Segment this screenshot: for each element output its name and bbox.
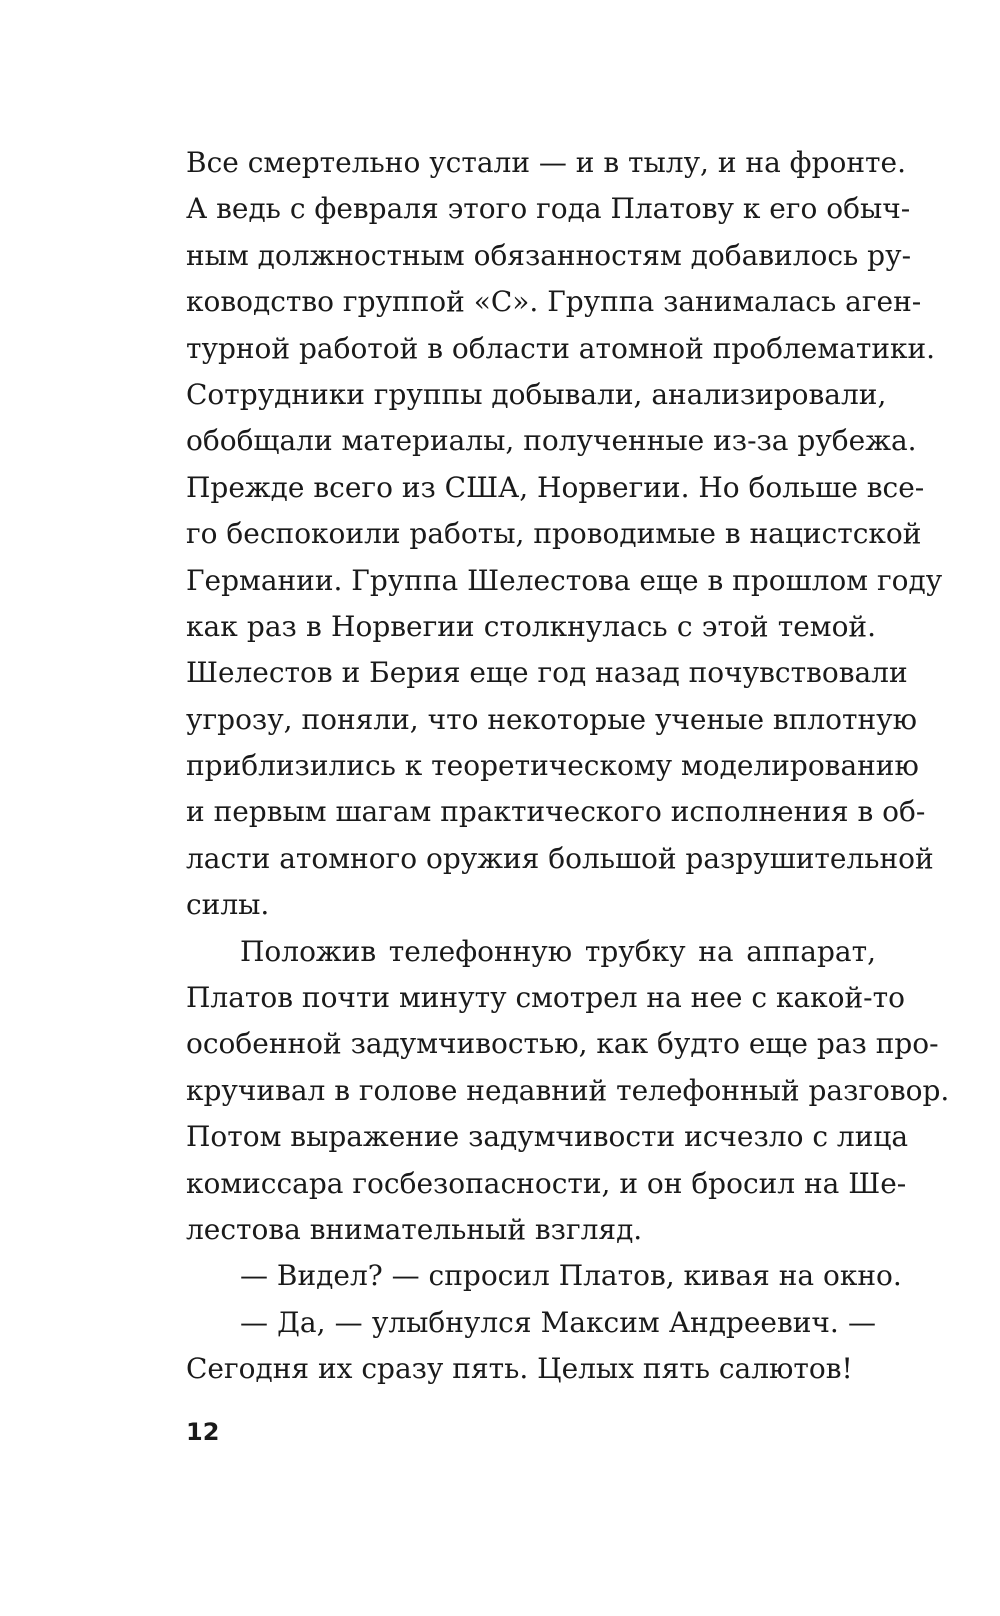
text-line: как раз в Норвегии столкнулась с этой темой.: [186, 609, 876, 643]
text-line: Платов почти минуту смотрел на нее с какой-то: [186, 981, 905, 1015]
page-number: 12: [186, 1418, 220, 1446]
text-line: и первым шагам практического исполнения в об-: [186, 795, 926, 829]
text-line: силы.: [186, 888, 270, 922]
text-line: Сегодня их сразу пять. Целых пять салютов!: [186, 1352, 853, 1386]
text-line: приблизились к теоретическому моделированию: [186, 749, 919, 783]
text-line: обобщали материалы, полученные из-за рубежа.: [186, 424, 917, 458]
text-line: лестова внимательный взгляд.: [186, 1212, 643, 1246]
text-line: Германии. Группа Шелестова еще в прошлом году: [186, 563, 943, 597]
text-line: ководство группой «С». Группа занималась аген-: [186, 285, 922, 319]
text-line: Все смертельно устали — и в тылу, и на фронте.: [186, 146, 906, 179]
dialogue-line: — Да, — улыбнулся Максим Андреевич. —: [240, 1305, 876, 1339]
text-line: Шелестов и Берия еще год назад почувствовали: [186, 656, 908, 690]
text-line: кручивал в голове недавний телефонный разговор.: [186, 1073, 950, 1107]
text-line: Сотрудники группы добывали, анализировали,: [186, 377, 887, 411]
text-line: угрозу, поняли, что некоторые ученые вплотную: [186, 702, 917, 736]
text-line: комиссара госбезопасности, и он бросил на Ше-: [186, 1166, 907, 1200]
text-line: го беспокоили работы, проводимые в нацистской: [186, 517, 922, 551]
dialogue-line: — Видел? — спросил Платов, кивая на окно.: [240, 1259, 902, 1293]
text-line: ным должностным обязанностям добавилось ру-: [186, 238, 912, 272]
text-line: Потом выражение задумчивости исчезло с лица: [186, 1120, 909, 1154]
text-line: турной работой в области атомной проблематики.: [186, 331, 936, 365]
text-line: ласти атомного оружия большой разрушительной: [186, 841, 934, 875]
text-line: А ведь с февраля этого года Платову к его обыч-: [186, 192, 911, 226]
text-line: Прежде всего из США, Норвегии. Но больше все-: [186, 470, 925, 504]
text-line: Положив телефонную трубку на аппарат,: [240, 934, 876, 968]
text-line: особенной задумчивостью, как будто еще раз про-: [186, 1027, 939, 1061]
body-text: [186, 140, 950, 1393]
